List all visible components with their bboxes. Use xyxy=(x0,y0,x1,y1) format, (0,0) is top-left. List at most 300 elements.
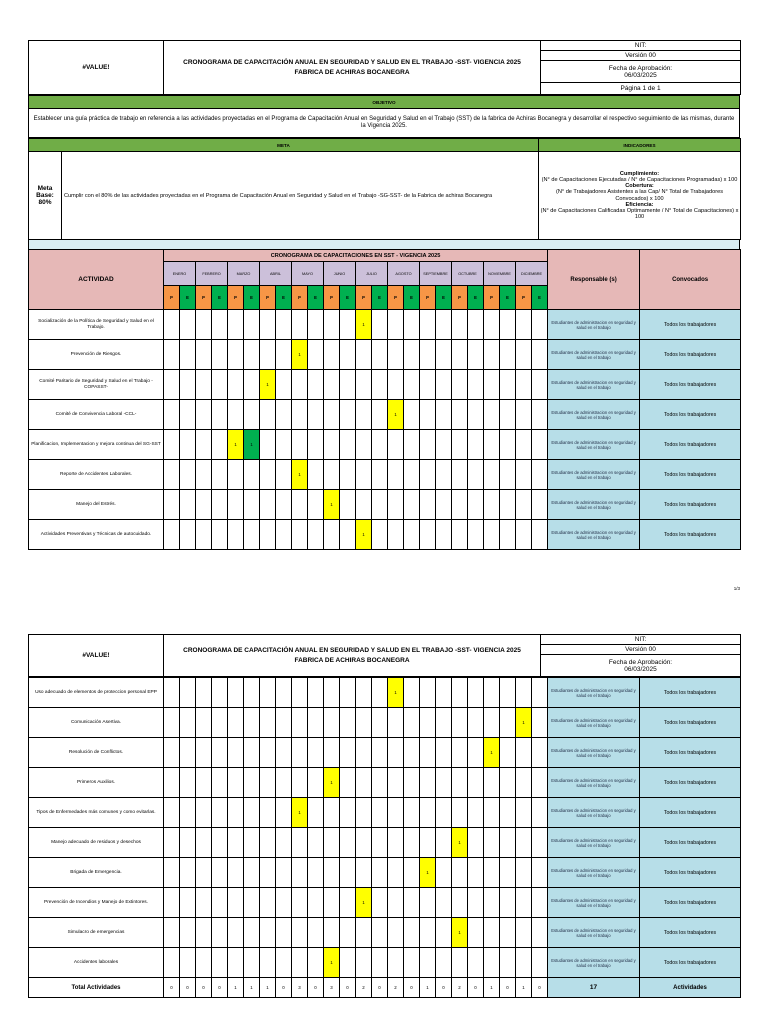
schedule-cell xyxy=(388,430,404,460)
schedule-cell xyxy=(404,340,420,370)
month-header: JULIO xyxy=(356,262,388,286)
schedule-cell xyxy=(324,460,340,490)
executed-header: E xyxy=(468,286,484,310)
schedule-cell xyxy=(484,370,500,400)
schedule-cell xyxy=(516,430,532,460)
schedule-cell xyxy=(292,678,308,708)
schedule-cell xyxy=(180,490,196,520)
schedule-cell xyxy=(340,798,356,828)
schedule-cell xyxy=(308,858,324,888)
schedule-cell xyxy=(484,678,500,708)
schedule-cell xyxy=(196,310,212,340)
total-cell: 2 xyxy=(452,978,468,998)
schedule-cell xyxy=(292,370,308,400)
schedule-cell xyxy=(276,520,292,550)
schedule-cell xyxy=(212,310,228,340)
schedule-cell xyxy=(484,918,500,948)
schedule-cell xyxy=(292,918,308,948)
schedule-mark: 1 xyxy=(356,888,372,918)
schedule-cell xyxy=(308,918,324,948)
schedule-mark: 1 xyxy=(452,918,468,948)
schedule-cell xyxy=(372,520,388,550)
schedule-cell xyxy=(276,888,292,918)
schedule-cell xyxy=(436,738,452,768)
schedule-cell xyxy=(276,400,292,430)
schedule-cell xyxy=(340,430,356,460)
schedule-cell xyxy=(388,798,404,828)
schedule-cell xyxy=(420,678,436,708)
objective-section xyxy=(28,95,740,138)
schedule-cell xyxy=(404,678,420,708)
schedule-cell xyxy=(404,520,420,550)
planned-header: P xyxy=(260,286,276,310)
schedule-mark: 1 xyxy=(516,708,532,738)
schedule-cell xyxy=(484,858,500,888)
schedule-cell xyxy=(404,888,420,918)
schedule-cell xyxy=(516,310,532,340)
schedule-cell xyxy=(228,520,244,550)
schedule-cell xyxy=(228,370,244,400)
schedule-cell xyxy=(180,400,196,430)
schedule-cell xyxy=(260,918,276,948)
schedule-cell xyxy=(532,678,548,708)
month-header: DICIEMBRE xyxy=(516,262,548,286)
objective-text: Establecer una guía práctica de trabajo en referencia a las actividades proyectadas en el Programa de Capacitación Anual en Seguridad y Salud en el Trabajo (SST) de la fabrica de Achiras Bocanegra y desarrollar el respectivo seguimiento de las mismas, durante la Vigencia 2025. xyxy=(29,109,740,138)
schedule-cell xyxy=(164,430,180,460)
schedule-cell xyxy=(404,370,420,400)
schedule-cell xyxy=(324,370,340,400)
schedule-cell xyxy=(276,490,292,520)
schedule-cell xyxy=(372,370,388,400)
schedule-cell xyxy=(292,888,308,918)
schedule-cell xyxy=(500,768,516,798)
schedule-cell xyxy=(468,948,484,978)
activity-name: Brigada de Emergencia. xyxy=(29,858,164,888)
activity-name: Planificacion, Implementacion y mejora continua del SG-SST xyxy=(29,430,164,460)
schedule-cell xyxy=(324,858,340,888)
total-cell: 2 xyxy=(356,978,372,998)
schedule-cell xyxy=(244,678,260,708)
schedule-cell xyxy=(388,948,404,978)
responsible-cell: Estudiantes de administracion en seguridad y salud en el trabajo xyxy=(548,430,640,460)
schedule-cell xyxy=(308,768,324,798)
schedule-mark: 1 xyxy=(292,460,308,490)
convocados-cell: Todos los trabajadores xyxy=(640,768,741,798)
month-header: ENERO xyxy=(164,262,196,286)
schedule-cell xyxy=(404,400,420,430)
objective-label: OBJETIVO xyxy=(29,96,740,109)
schedule-cell xyxy=(340,310,356,340)
schedule-mark: 1 xyxy=(388,400,404,430)
schedule-cell xyxy=(180,370,196,400)
schedule-cell xyxy=(196,948,212,978)
nit-cell: NIT: xyxy=(541,41,741,51)
table-row xyxy=(29,738,741,768)
schedule-table-continued xyxy=(28,677,741,998)
planned-header: P xyxy=(196,286,212,310)
planned-header: P xyxy=(420,286,436,310)
schedule-cell xyxy=(308,400,324,430)
page-2 xyxy=(28,634,740,998)
schedule-cell xyxy=(340,918,356,948)
convocados-cell: Todos los trabajadores xyxy=(640,738,741,768)
page-1 xyxy=(28,40,740,550)
responsible-cell: Estudiantes de administracion en seguridad y salud en el trabajo xyxy=(548,918,640,948)
schedule-cell xyxy=(420,430,436,460)
schedule-cell xyxy=(196,918,212,948)
schedule-cell xyxy=(276,738,292,768)
schedule-cell xyxy=(468,678,484,708)
activity-name: Comunicación Asertiva. xyxy=(29,708,164,738)
schedule-cell xyxy=(468,430,484,460)
schedule-cell xyxy=(436,948,452,978)
schedule-cell xyxy=(212,798,228,828)
planned-header: P xyxy=(164,286,180,310)
schedule-cell xyxy=(372,948,388,978)
schedule-cell xyxy=(276,768,292,798)
schedule-cell xyxy=(324,520,340,550)
schedule-cell xyxy=(388,460,404,490)
table-row xyxy=(29,370,741,400)
schedule-cell xyxy=(436,678,452,708)
schedule-cell xyxy=(388,828,404,858)
schedule-cell xyxy=(516,460,532,490)
schedule-cell xyxy=(212,520,228,550)
schedule-cell xyxy=(196,828,212,858)
schedule-cell xyxy=(180,678,196,708)
schedule-cell xyxy=(164,310,180,340)
schedule-cell xyxy=(324,708,340,738)
schedule-cell xyxy=(196,430,212,460)
schedule-cell xyxy=(324,310,340,340)
schedule-cell xyxy=(244,708,260,738)
schedule-cell xyxy=(244,888,260,918)
schedule-cell xyxy=(308,888,324,918)
schedule-cell xyxy=(372,400,388,430)
total-label: Total Actividades xyxy=(29,978,164,998)
schedule-mark: 1 xyxy=(244,430,260,460)
responsible-cell: Estudiantes de administracion en seguridad y salud en el trabajo xyxy=(548,340,640,370)
schedule-cell xyxy=(404,490,420,520)
schedule-cell xyxy=(516,858,532,888)
schedule-cell xyxy=(212,678,228,708)
schedule-cell xyxy=(180,460,196,490)
schedule-cell xyxy=(468,888,484,918)
table-row xyxy=(29,310,741,340)
schedule-cell xyxy=(228,460,244,490)
schedule-cell xyxy=(276,798,292,828)
schedule-cell xyxy=(404,430,420,460)
activity-name: Uso adecuado de elementos de proteccion personal EPP xyxy=(29,678,164,708)
schedule-cell xyxy=(436,520,452,550)
schedule-cell xyxy=(196,678,212,708)
schedule-cell xyxy=(228,490,244,520)
schedule-mark: 1 xyxy=(292,340,308,370)
title-text: CRONOGRAMA DE CAPACITACIÓN ANUAL EN SEGURIDAD Y SALUD EN EL TRABAJO -SST- VIGENCIA 2025 xyxy=(183,58,521,66)
schedule-cell xyxy=(532,340,548,370)
schedule-cell xyxy=(404,310,420,340)
total-cell: 0 xyxy=(372,978,388,998)
schedule-cell xyxy=(228,738,244,768)
convocados-cell: Todos los trabajadores xyxy=(640,430,741,460)
planned-header: P xyxy=(516,286,532,310)
schedule-mark: 1 xyxy=(452,828,468,858)
schedule-cell xyxy=(436,340,452,370)
schedule-cell xyxy=(500,460,516,490)
schedule-cell xyxy=(436,798,452,828)
schedule-cell xyxy=(180,798,196,828)
schedule-cell xyxy=(164,400,180,430)
executed-header: E xyxy=(340,286,356,310)
planned-header: P xyxy=(484,286,500,310)
planned-header: P xyxy=(324,286,340,310)
schedule-cell xyxy=(340,678,356,708)
schedule-cell xyxy=(452,370,468,400)
month-header: NOVIEMBRE xyxy=(484,262,516,286)
schedule-cell xyxy=(180,858,196,888)
schedule-cell xyxy=(484,400,500,430)
schedule-cell xyxy=(244,370,260,400)
executed-header: E xyxy=(308,286,324,310)
schedule-cell xyxy=(532,520,548,550)
page-number: 1/3 xyxy=(733,586,740,591)
convocados-cell: Todos los trabajadores xyxy=(640,858,741,888)
schedule-cell xyxy=(404,768,420,798)
approval-cell: Fecha de Aprobación: 06/03/2025 xyxy=(541,61,741,83)
schedule-mark: 1 xyxy=(324,948,340,978)
schedule-cell xyxy=(388,310,404,340)
schedule-cell xyxy=(260,520,276,550)
responsible-cell: Estudiantes de administracion en seguridad y salud en el trabajo xyxy=(548,310,640,340)
schedule-cell xyxy=(452,798,468,828)
schedule-cell xyxy=(324,430,340,460)
schedule-cell xyxy=(164,858,180,888)
schedule-cell xyxy=(388,738,404,768)
activity-header: ACTIVIDAD xyxy=(29,250,164,310)
schedule-cell xyxy=(484,888,500,918)
schedule-cell xyxy=(420,490,436,520)
schedule-cell xyxy=(436,310,452,340)
planned-header: P xyxy=(388,286,404,310)
planned-header: P xyxy=(452,286,468,310)
schedule-cell xyxy=(436,858,452,888)
schedule-cell xyxy=(340,490,356,520)
schedule-cell xyxy=(292,520,308,550)
month-header: FEBRERO xyxy=(196,262,228,286)
meta-section xyxy=(28,138,741,240)
total-cell: 0 xyxy=(532,978,548,998)
schedule-cell xyxy=(276,678,292,708)
schedule-cell xyxy=(452,310,468,340)
schedule-cell xyxy=(516,798,532,828)
document-header xyxy=(28,40,741,95)
schedule-cell xyxy=(356,400,372,430)
total-cell: 0 xyxy=(468,978,484,998)
planned-header: P xyxy=(228,286,244,310)
schedule-cell xyxy=(308,340,324,370)
schedule-cell xyxy=(228,828,244,858)
schedule-cell xyxy=(244,948,260,978)
responsible-cell: Estudiantes de administracion en seguridad y salud en el trabajo xyxy=(548,828,640,858)
schedule-cell xyxy=(340,768,356,798)
schedule-cell xyxy=(212,828,228,858)
schedule-cell xyxy=(228,708,244,738)
schedule-cell xyxy=(244,738,260,768)
schedule-cell xyxy=(500,948,516,978)
total-cell: 1 xyxy=(516,978,532,998)
schedule-cell xyxy=(212,888,228,918)
activity-name: Comité de Convivencia Laboral -CCL- xyxy=(29,400,164,430)
schedule-cell xyxy=(164,798,180,828)
schedule-cell xyxy=(516,340,532,370)
responsible-cell: Estudiantes de administracion en seguridad y salud en el trabajo xyxy=(548,888,640,918)
total-cell: 1 xyxy=(420,978,436,998)
schedule-cell xyxy=(452,430,468,460)
responsible-cell: Estudiantes de administracion en seguridad y salud en el trabajo xyxy=(548,858,640,888)
schedule-cell xyxy=(308,490,324,520)
schedule-cell xyxy=(340,400,356,430)
executed-header: E xyxy=(500,286,516,310)
schedule-cell xyxy=(532,430,548,460)
schedule-cell xyxy=(324,918,340,948)
schedule-cell xyxy=(308,708,324,738)
schedule-cell xyxy=(260,490,276,520)
schedule-cell xyxy=(276,708,292,738)
schedule-cell xyxy=(500,798,516,828)
schedule-cell xyxy=(468,858,484,888)
total-cell: 0 xyxy=(164,978,180,998)
schedule-cell xyxy=(388,370,404,400)
schedule-cell xyxy=(532,490,548,520)
schedule-cell xyxy=(292,490,308,520)
responsible-cell: Estudiantes de administracion en seguridad y salud en el trabajo xyxy=(548,520,640,550)
schedule-cell xyxy=(276,918,292,948)
total-cell: 0 xyxy=(180,978,196,998)
activity-name: Actividades Preventivas y Técnicas de autocuidado. xyxy=(29,520,164,550)
schedule-cell xyxy=(164,948,180,978)
schedule-cell xyxy=(244,460,260,490)
activity-name: Prevención de Riesgos. xyxy=(29,340,164,370)
totals-row xyxy=(29,978,741,998)
schedule-cell xyxy=(212,460,228,490)
schedule-cell xyxy=(500,490,516,520)
schedule-cell xyxy=(468,400,484,430)
table-row xyxy=(29,768,741,798)
schedule-mark: 1 xyxy=(420,858,436,888)
month-header: JUNIO xyxy=(324,262,356,286)
schedule-cell xyxy=(244,828,260,858)
schedule-cell xyxy=(404,828,420,858)
schedule-cell xyxy=(404,858,420,888)
schedule-cell xyxy=(532,460,548,490)
schedule-cell xyxy=(388,858,404,888)
schedule-cell xyxy=(404,738,420,768)
schedule-cell xyxy=(324,798,340,828)
schedule-cell xyxy=(468,370,484,400)
schedule-cell xyxy=(196,858,212,888)
activity-name: Primeros Auxilios. xyxy=(29,768,164,798)
schedule-cell xyxy=(420,340,436,370)
schedule-cell xyxy=(308,520,324,550)
version-cell: Versión 00 xyxy=(541,645,741,655)
schedule-cell xyxy=(244,310,260,340)
schedule-cell xyxy=(180,828,196,858)
schedule-cell xyxy=(484,828,500,858)
schedule-cell xyxy=(292,828,308,858)
schedule-cell xyxy=(532,948,548,978)
schedule-cell xyxy=(228,888,244,918)
convocados-cell: Todos los trabajadores xyxy=(640,460,741,490)
schedule-cell xyxy=(356,828,372,858)
schedule-cell xyxy=(260,310,276,340)
responsible-cell: Estudiantes de administracion en seguridad y salud en el trabajo xyxy=(548,708,640,738)
schedule-cell xyxy=(244,490,260,520)
document-title xyxy=(164,41,541,95)
schedule-cell xyxy=(340,738,356,768)
schedule-cell xyxy=(484,490,500,520)
schedule-cell xyxy=(500,340,516,370)
schedule-cell xyxy=(404,708,420,738)
schedule-mark: 1 xyxy=(356,310,372,340)
table-row xyxy=(29,708,741,738)
table-row xyxy=(29,858,741,888)
schedule-cell xyxy=(164,490,180,520)
schedule-cell xyxy=(532,888,548,918)
convocados-cell: Todos los trabajadores xyxy=(640,708,741,738)
schedule-cell xyxy=(308,828,324,858)
schedule-cell xyxy=(260,828,276,858)
schedule-cell xyxy=(212,918,228,948)
total-cell: 0 xyxy=(212,978,228,998)
activity-name: Prevención de Incendios y Manejo de Extintores. xyxy=(29,888,164,918)
schedule-cell xyxy=(356,678,372,708)
schedule-cell xyxy=(180,520,196,550)
total-cell: 0 xyxy=(196,978,212,998)
schedule-cell xyxy=(372,858,388,888)
schedule-cell xyxy=(276,460,292,490)
schedule-cell xyxy=(292,948,308,978)
schedule-cell xyxy=(404,460,420,490)
page-cell: Página 1 de 1 xyxy=(541,83,741,95)
schedule-cell xyxy=(484,948,500,978)
schedule-cell xyxy=(516,678,532,708)
schedule-cell xyxy=(356,370,372,400)
schedule-cell xyxy=(420,310,436,340)
activity-name: Resolución de Conflictos. xyxy=(29,738,164,768)
executed-header: E xyxy=(404,286,420,310)
schedule-cell xyxy=(164,888,180,918)
schedule-cell xyxy=(340,828,356,858)
schedule-cell xyxy=(228,948,244,978)
executed-header: E xyxy=(212,286,228,310)
activity-name: Manejo del Estrés. xyxy=(29,490,164,520)
schedule-cell xyxy=(212,430,228,460)
schedule-cell xyxy=(260,430,276,460)
total-cell: 0 xyxy=(404,978,420,998)
schedule-cell xyxy=(436,828,452,858)
schedule-cell xyxy=(436,370,452,400)
convocados-cell: Todos los trabajadores xyxy=(640,310,741,340)
schedule-cell xyxy=(452,340,468,370)
schedule-cell xyxy=(452,948,468,978)
schedule-cell xyxy=(196,340,212,370)
total-cell: 0 xyxy=(340,978,356,998)
schedule-cell xyxy=(484,798,500,828)
schedule-cell xyxy=(180,430,196,460)
schedule-cell xyxy=(484,768,500,798)
schedule-cell xyxy=(340,520,356,550)
schedule-cell xyxy=(308,430,324,460)
